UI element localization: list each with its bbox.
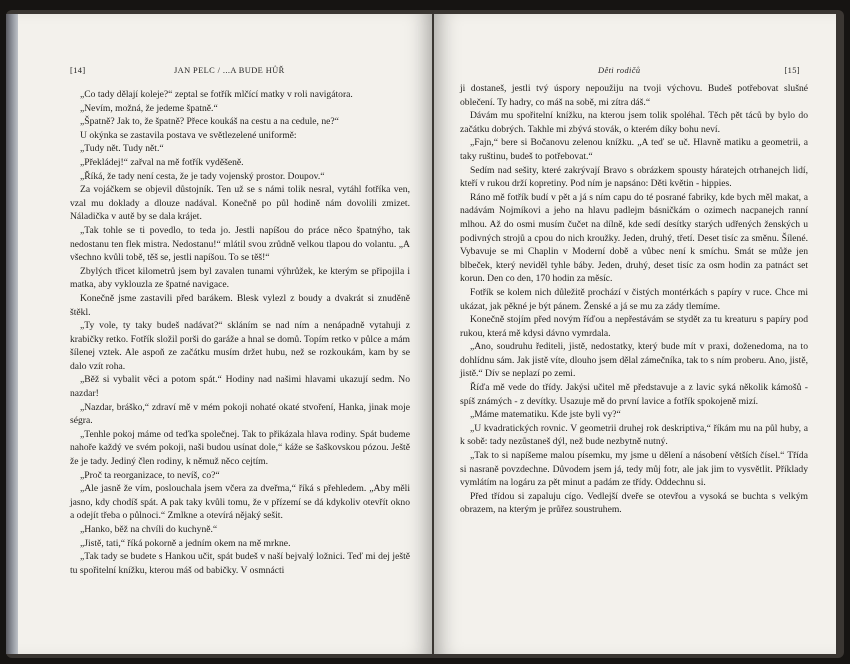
running-head: JAN PELC / ...A BUDE HŮŘ: [174, 66, 285, 75]
paragraph: „Překládej!“ zařval na mě fotřík vyděšeně.: [80, 156, 244, 168]
paragraph: Dávám mu spořitelní knížku, na kterou jsem tolik spoléhal. Těch pět táců by bylo do začátku dobrých. Takhle mi zbývá stovák, o kterém díky bohu neví.: [460, 110, 808, 135]
left-page-body: [70, 88, 410, 577]
paragraph: „Tenhle pokoj máme od teďka společnej. Tak to přikázala hlava rodiny. Spát budeme nahoře každý ve svém pokoji, naši budou usínat dole,“ káže se šaškovskou pózou. Ještě že je tady. Jediný člen rodiny, k němuž něco cejtím.: [70, 428, 410, 468]
paragraph: Konečně stojím před novým říďou a nepřestávám se stydět za tu kreaturu s papíry pod rukou, která mě kdysi dávno vymrdala.: [460, 314, 808, 339]
left-page: [18, 14, 432, 654]
paragraph: „Proč ta reorganizace, to nevíš, co?“: [80, 469, 220, 481]
paragraph: Říďa mě vede do třídy. Jakýsi učitel mě představuje a z lavic syká několik kámošů - spíš známých - z devítky. Usazuje mě do první lavice a fotřík spokojeně mizí.: [460, 382, 808, 407]
paragraph: „Tak tohle se ti povedlo, to teda jo. Jestli napíšou do práce něco špatnýho, tak nedostanu ten flek mistra. Nedostanu!“ mlátil svou zrůdně velkou tlapou do volantu. „A všechno kvůli tobě, těš se, jestli napíšou. To se těš!“: [70, 224, 410, 264]
right-page: [434, 14, 836, 654]
paragraph: „Nazdar, bráško,“ zdraví mě v mém pokoji nohaté okaté stvoření, Hanka, jinak moje ségra.: [70, 401, 410, 427]
paragraph: „Jistě, tati,“ říká pokorně a jedním okem na mě mrkne.: [80, 537, 291, 549]
paragraph: „Tak tady se budete s Hankou učit, spát budeš v naší bejvalý ložnici. Teď mi dej ještě tu spořitelní knížku, kterou máš od babičky. V osmnácti: [70, 551, 410, 576]
paragraph: Za vojáčkem se objevil důstojník. Ten už se s námi tolik nesral, vytáhl fotříka ven, vzal mu doklady a dlouze nadával. Konečně po půl hodině nám dovolili zmizet. Náladička v autě by se dala krájet.: [70, 184, 410, 223]
paragraph: „Tudy nět. Tudy nět.“: [80, 143, 164, 155]
paragraph: Zbylých třicet kilometrů jsem byl zavalen tunami výhrůžek, ke kterým se připojila i matka, aby vyklouzla ze špatné navigace.: [70, 265, 410, 291]
paragraph: Konečně jsme zastavili před barákem. Blesk vylezl z boudy a dvakrát si znuděně štěkl.: [70, 292, 410, 318]
paragraph: „Nevím, možná, že jedeme špatně.“: [80, 102, 218, 114]
running-head: Děti rodičů: [598, 66, 641, 75]
paragraph: U okýnka se zastavila postava ve světlezelené uniformě:: [80, 129, 297, 141]
paragraph: „Ano, soudruhu řediteli, jistě, nedostatky, který bude mít v praxi, doženedoma, na to dohlídnu sám. Jak jistě víte, dlouho jsem dělal zámečníka, tak to s ním proberu. Ano, jistě, jistě.“ Dív se neplazí po zemi.: [460, 341, 808, 380]
page-number: [14]: [70, 66, 86, 75]
paragraph-continued: ji dostaneš, jestli tvý úspory nepoužiju na tvoji výchovu. Budeš potřebovat slušné oblečení. Ty hadry, co máš na sobě, mi zítra dáš.“: [460, 83, 808, 108]
paragraph: „Co tady dělají koleje?“ zeptal se fotřík mlčící matky v roli navigátora.: [80, 89, 353, 100]
paragraph: „U kvadratických rovnic. V geometrii druhej rok deskriptiva,“ říkám mu na půl huby, a k sobě: tady nezůstaneš dýl, než bude nezbytně nutný.: [460, 422, 808, 448]
page-number: [15]: [784, 66, 800, 75]
paragraph: „Běž si vybalit věci a potom spát.“ Hodiny nad našimi hlavami ukazují sedm. No nazdar!: [70, 374, 410, 400]
paragraph: „Máme matematiku. Kde jste byli vy?“: [470, 409, 621, 421]
paragraph: „Ale jasně že vím, poslouchala jsem včera za dveřma,“ říká s přehledem. „Aby měli jasno, kdy chodíš spát. A pak taky kvůli tomu, že v přízemí se dá kdykoliv otevřít okno a odejít třeba o půlnoci.“ Zmlkne a otevírá nějaký sešit.: [70, 483, 410, 522]
paragraph: „Říká, že tady není cesta, že je tady vojenský prostor. Doupov.“: [80, 170, 325, 182]
paragraph: „Ty vole, ty taky budeš nadávat?“ skláním se nad ním a nenápadně vytahuji z krabičky retko. Fotřík složil porši do garáže a hnal se domů. Topím retko v půlce a mám šílenej vztek. Ale aspoň ze začátku musím držet hubu, než se rozkoukám, kam by se dalo vzít roha.: [70, 320, 410, 372]
paragraph: Fotřík se kolem nich důležitě prochází v čistých montérkách s papíry v ruce. Chce mi ukázat, jak pěkné je být pánem. Ženské a já se mu za zády tlemíme.: [460, 286, 808, 312]
paragraph: „Špatně? Jak to, že špatně? Přece koukáš na cestu a na cedule, ne?“: [80, 116, 339, 128]
paragraph: Sedím nad sešity, které zakrývají Bravo s obrázkem spousty háratejch otrhanejch lidí, kteří v rukou drží kopretiny. Pod ním je napsáno: Děti květin - hippies.: [460, 164, 808, 190]
paragraph: „Tak to si napíšeme malou písemku, my jsme u dělení a násobení větších čísel.“ Třída si nasraně povzdechne. Důvodem jsem já, tedy můj fotr, ale jak jim to vysvětlit. Příklady vymlátím na logáru za pět minut a padám ze třídy. Oddechnu si.: [460, 450, 808, 489]
right-page-body: [460, 82, 808, 517]
paragraph: Před třídou si zapaluju cígo. Vedlejší dveře se otevřou a vysoká se buchta s velkým obrazem, na kterým je průřez soustruhem.: [460, 490, 808, 516]
paragraph: Ráno mě fotřík budí v pět a já s ním capu do té posrané fabriky, kde bych měl makat, a nadávám Nojmíkovi a jeho na hlavu padlejm básničkám o ozimech nacpanejch ranní mlhou. Až do osmi musím čučet na dílně, kde sedí desítky starých udřených ženských u podivných strojů a cpou do nich kroužky. Jeden, druhý, třetí. Deset tisíc za směnu. Šílené. Vybavuje se mi Chaplin v Moderní době a vůbec není k smíchu. Smát se může jen blbeček, který neviděl tyhle báby. Jeden, druhý, deset tisíc za osm hodin za patnáct set korun. Den co den, 170 hodin za měsíc.: [460, 191, 808, 285]
paragraph: „Fajn,“ bere si Bočanovu zelenou knížku. „A teď se uč. Hlavně matiku a geometrii, a taky ruštinu, budeš to potřebovat.“: [460, 137, 808, 162]
paragraph: „Hanko, běž na chvíli do kuchyně.“: [80, 524, 218, 535]
